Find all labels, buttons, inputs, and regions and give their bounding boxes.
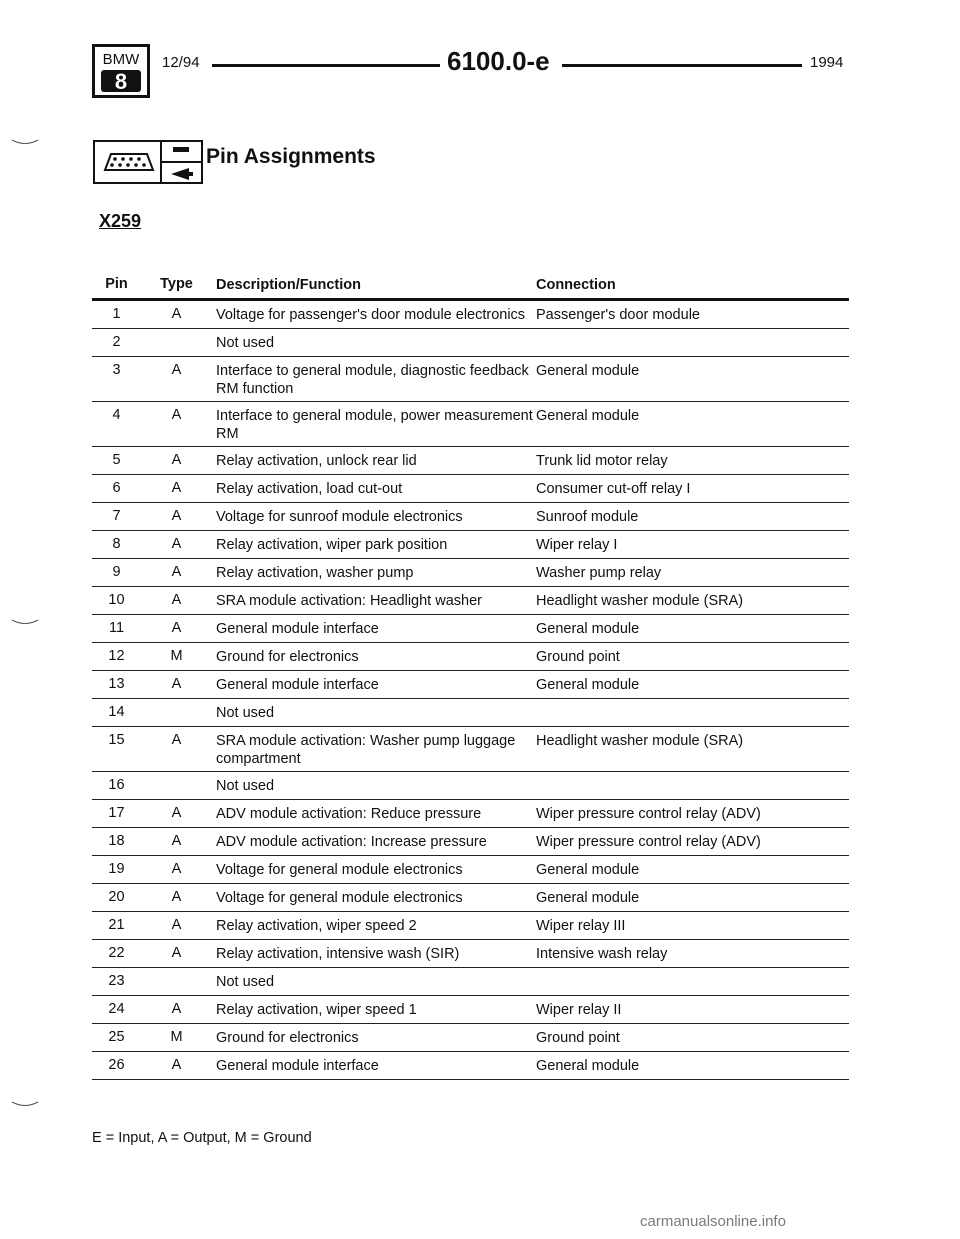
table-row — [92, 828, 849, 856]
pin-cell: 20 — [108, 889, 125, 905]
table-row — [92, 800, 849, 828]
type-cell: A — [171, 945, 182, 961]
connection-cell — [536, 973, 849, 992]
connection-cell: Intensive wash relay — [536, 946, 668, 962]
table-row — [92, 996, 849, 1024]
pin-cell: 18 — [108, 833, 125, 849]
description-cell: Voltage for sunroof module electronics — [216, 509, 463, 525]
description-cell: Ground for electronics — [216, 649, 359, 665]
pin-cell: 7 — [112, 508, 121, 524]
pin-cell: 8 — [112, 536, 121, 552]
table-row — [92, 643, 849, 671]
connection-cell: Wiper pressure control relay (ADV) — [536, 806, 761, 822]
table-row — [92, 587, 849, 615]
type-cell: M — [170, 1029, 183, 1045]
page-header — [92, 44, 850, 98]
description-cell: Not used — [216, 974, 275, 990]
table-row — [92, 968, 849, 996]
connector-pinout-icon — [93, 140, 203, 184]
description-cell: Interface to general module, power measurement RM — [216, 408, 533, 442]
type-cell: A — [171, 833, 182, 849]
description-cell: Not used — [216, 705, 275, 721]
table-row — [92, 727, 849, 772]
connection-cell: General module — [536, 1058, 640, 1074]
description-cell: Voltage for passenger's door module electronics — [216, 307, 526, 323]
description-cell: General module interface — [216, 677, 379, 693]
margin-mark — [10, 138, 40, 146]
connector-id: X259 — [99, 211, 142, 231]
connection-cell: General module — [536, 677, 640, 693]
connection-cell: General module — [536, 621, 640, 637]
table-row — [92, 475, 849, 503]
table-row — [92, 1052, 849, 1080]
header-rule-left — [212, 64, 440, 67]
svg-text:BMW: BMW — [102, 51, 140, 68]
type-cell: A — [171, 1001, 182, 1017]
description-cell: Interface to general module, diagnostic feedback RM function — [216, 363, 529, 397]
legend-footnote: E = Input, A = Output, M = Ground — [92, 1130, 312, 1146]
type-cell: A — [171, 732, 182, 748]
type-cell: M — [170, 648, 183, 664]
pin-cell: 1 — [112, 306, 121, 322]
pin-cell: 14 — [108, 704, 125, 720]
pin-cell: 15 — [108, 732, 125, 748]
connection-cell: Headlight washer module (SRA) — [536, 593, 744, 609]
description-cell: Relay activation, intensive wash (SIR) — [216, 946, 460, 962]
margin-mark — [10, 1100, 40, 1108]
type-cell: A — [171, 861, 182, 877]
connection-cell: Headlight washer module (SRA) — [536, 733, 744, 749]
type-cell: A — [171, 536, 182, 552]
pin-cell: 13 — [108, 676, 125, 692]
type-cell: A — [171, 889, 182, 905]
connection-cell: Wiper relay I — [536, 537, 618, 553]
connection-cell: Consumer cut-off relay I — [536, 481, 691, 497]
pin-cell: 21 — [108, 917, 125, 933]
table-header — [92, 276, 849, 301]
type-cell: A — [171, 676, 182, 692]
description-cell: SRA module activation: Headlight washer — [216, 593, 482, 609]
pin-cell: 5 — [112, 452, 121, 468]
table-row — [92, 699, 849, 727]
type-cell: A — [171, 306, 182, 322]
type-cell: A — [171, 564, 182, 580]
type-cell: A — [171, 805, 182, 821]
column-header-pin: Pin — [105, 276, 128, 292]
pin-cell: 16 — [108, 777, 125, 793]
table-row — [92, 940, 849, 968]
table-body — [92, 301, 849, 1080]
table-row — [92, 884, 849, 912]
table-row — [92, 671, 849, 699]
connection-cell — [536, 704, 849, 723]
table-row — [92, 912, 849, 940]
pin-cell: 11 — [108, 620, 125, 636]
description-cell: ADV module activation: Reduce pressure — [216, 806, 482, 822]
connection-cell: Passenger's door module — [536, 307, 700, 323]
connection-cell: General module — [536, 363, 640, 379]
pin-cell: 10 — [108, 592, 125, 608]
connection-cell: Sunroof module — [536, 509, 639, 525]
connection-cell: Wiper relay III — [536, 918, 626, 934]
pin-cell: 22 — [108, 945, 125, 961]
table-row — [92, 772, 849, 800]
type-cell: A — [171, 1057, 182, 1073]
description-cell: General module interface — [216, 1058, 379, 1074]
connection-cell: General module — [536, 408, 640, 424]
table-row — [92, 503, 849, 531]
description-cell: Relay activation, wiper park position — [216, 537, 448, 553]
document-code: 6100.0-e — [447, 46, 550, 76]
table-row — [92, 301, 849, 329]
pin-cell: 2 — [112, 334, 121, 350]
header-rule-right — [562, 64, 802, 67]
description-cell: Ground for electronics — [216, 1030, 359, 1046]
table-row — [92, 447, 849, 475]
type-cell: A — [171, 917, 182, 933]
pin-cell: 6 — [112, 480, 121, 496]
description-cell: Relay activation, wiper speed 2 — [216, 918, 417, 934]
type-cell — [141, 334, 212, 353]
table-row — [92, 856, 849, 884]
table-row — [92, 402, 849, 447]
description-cell: ADV module activation: Increase pressure — [216, 834, 487, 850]
type-cell — [141, 973, 212, 992]
description-cell: Relay activation, washer pump — [216, 565, 414, 581]
pin-cell: 3 — [112, 362, 121, 378]
type-cell: A — [171, 362, 182, 378]
table-row — [92, 329, 849, 357]
table-row — [92, 531, 849, 559]
pin-cell: 4 — [112, 407, 121, 423]
column-header-description: Description/Function — [216, 277, 361, 293]
type-cell — [141, 777, 212, 796]
pin-cell: 24 — [108, 1001, 125, 1017]
type-cell: A — [171, 452, 182, 468]
connection-cell: Wiper relay II — [536, 1002, 622, 1018]
svg-text:8: 8 — [114, 69, 128, 94]
pin-cell: 19 — [108, 861, 125, 877]
description-cell: General module interface — [216, 621, 379, 637]
connection-cell — [536, 777, 849, 796]
bmw-series-logo — [92, 44, 150, 98]
table-row — [92, 615, 849, 643]
connection-cell: Wiper pressure control relay (ADV) — [536, 834, 761, 850]
type-cell: A — [171, 407, 182, 423]
description-cell: SRA module activation: Washer pump luggage compartment — [216, 733, 516, 767]
connection-cell: Ground point — [536, 1030, 620, 1046]
connection-cell: General module — [536, 862, 640, 878]
pin-cell: 9 — [112, 564, 121, 580]
connection-cell: Trunk lid motor relay — [536, 453, 668, 469]
description-cell: Relay activation, load cut-out — [216, 481, 403, 497]
type-cell: A — [171, 480, 182, 496]
description-cell: Relay activation, wiper speed 1 — [216, 1002, 417, 1018]
description-cell: Not used — [216, 335, 275, 351]
type-cell: A — [171, 620, 182, 636]
description-cell: Relay activation, unlock rear lid — [216, 453, 417, 469]
type-cell: A — [171, 592, 182, 608]
section-title: Pin Assignments — [206, 145, 376, 168]
table-row — [92, 1024, 849, 1052]
watermark: carmanualsonline.info — [640, 1213, 786, 1230]
connection-cell: General module — [536, 890, 640, 906]
column-header-connection: Connection — [536, 277, 616, 293]
description-cell: Voltage for general module electronics — [216, 862, 463, 878]
connection-cell — [536, 334, 849, 353]
connection-cell: Ground point — [536, 649, 620, 665]
pin-cell: 17 — [108, 805, 125, 821]
table-row — [92, 357, 849, 402]
pin-cell: 23 — [108, 973, 125, 989]
column-header-type: Type — [160, 276, 193, 292]
pin-cell: 25 — [108, 1029, 125, 1045]
connection-cell: Washer pump relay — [536, 565, 662, 581]
pin-assignment-table — [92, 276, 849, 1080]
type-cell — [141, 704, 212, 723]
issue-date: 12/94 — [162, 54, 200, 71]
model-year: 1994 — [810, 54, 844, 71]
margin-mark — [10, 618, 40, 626]
description-cell: Not used — [216, 778, 275, 794]
pin-cell: 26 — [108, 1057, 125, 1073]
type-cell: A — [171, 508, 182, 524]
pin-cell: 12 — [108, 648, 125, 664]
description-cell: Voltage for general module electronics — [216, 890, 463, 906]
table-row — [92, 559, 849, 587]
